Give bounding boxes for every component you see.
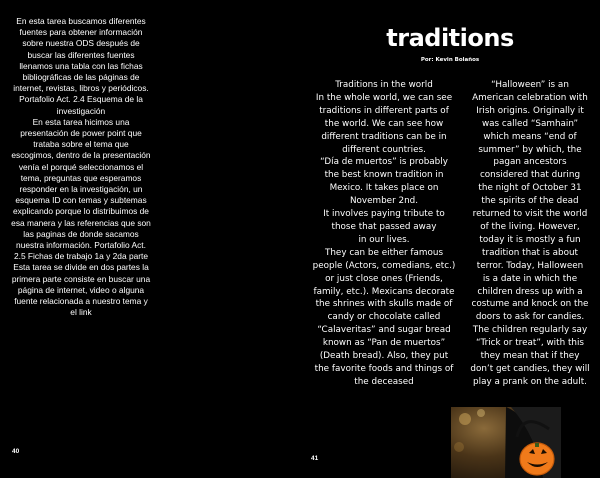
- halloween-photo: [451, 407, 561, 478]
- pumpkin-bucket-icon: [451, 407, 561, 478]
- article-title: traditions: [386, 24, 514, 52]
- article-column-1: Traditions in the world In the whole world, we can see traditions in different parts of the world. We can see how different traditions can be in different countries. “Día de muertos” is probably the best known tradition in Mexico. It takes place on November 2nd. It involves paying tribute to those that passed away in our lives. They can be either famous people (Actors, comedians, etc.) or just close ones (Friends, family, etc.). Mexicans decorate the shrines with skulls made of candy or chocolate called “Calaveritas” and sugar bread known as “Pan de muertos” (Death bread). Also, they put the favorite foods and things of the deceased: [312, 80, 456, 387]
- article-column-2: “Halloween” is an American celebration with Irish origins. Originally it was called “Samhain” which means “end of summer” by which, the pagan ancestors considered that during the night of October 31 the spirits of the dead returned to visit the world of the living. However, today it is mostly a fun tradition that is about terror. Today, Halloween is a date in which the children dress up with a costume and knock on the doors to ask for candies. The children regularly say “Trick or treat”, with this they mean that if they don’t get candies, they will play a prank on the adult.: [470, 80, 590, 387]
- right-page: [300, 0, 600, 478]
- article-author: Por: Kevin Bolaños: [420, 57, 480, 63]
- page-number-right: 41: [311, 455, 319, 462]
- left-page-body: En esta tarea buscamos diferentes fuentes para obtener información sobre nuestra ODS después de buscar las diferentes fuentes llenamos una tabla con las fichas bibliográficas de las páginas de internet, revistas, libros y periódicos. Portafolio Act. 2.4 Esquema de la investigación En esta tarea hicimos una presentación de power point que trataba sobre el tema que escogimos, dentro de la presentación venía el porqué seleccionamos el tema, preguntas que esperamos responder en la investigación, un esquema ID con temas y subtemas explicando porque lo distribuimos de esa manera y las referencias que son las paginas de donde sacamos nuestra información. Portafolio Act. 2.5 Fichas de trabajo 1a y 2da parte Esta tarea se divide en dos partes la primera parte consiste en buscar una página de internet, video o alguna fuente relacionada a nuestro tema y el link: [11, 16, 151, 318]
- page-number-left: 40: [12, 448, 20, 455]
